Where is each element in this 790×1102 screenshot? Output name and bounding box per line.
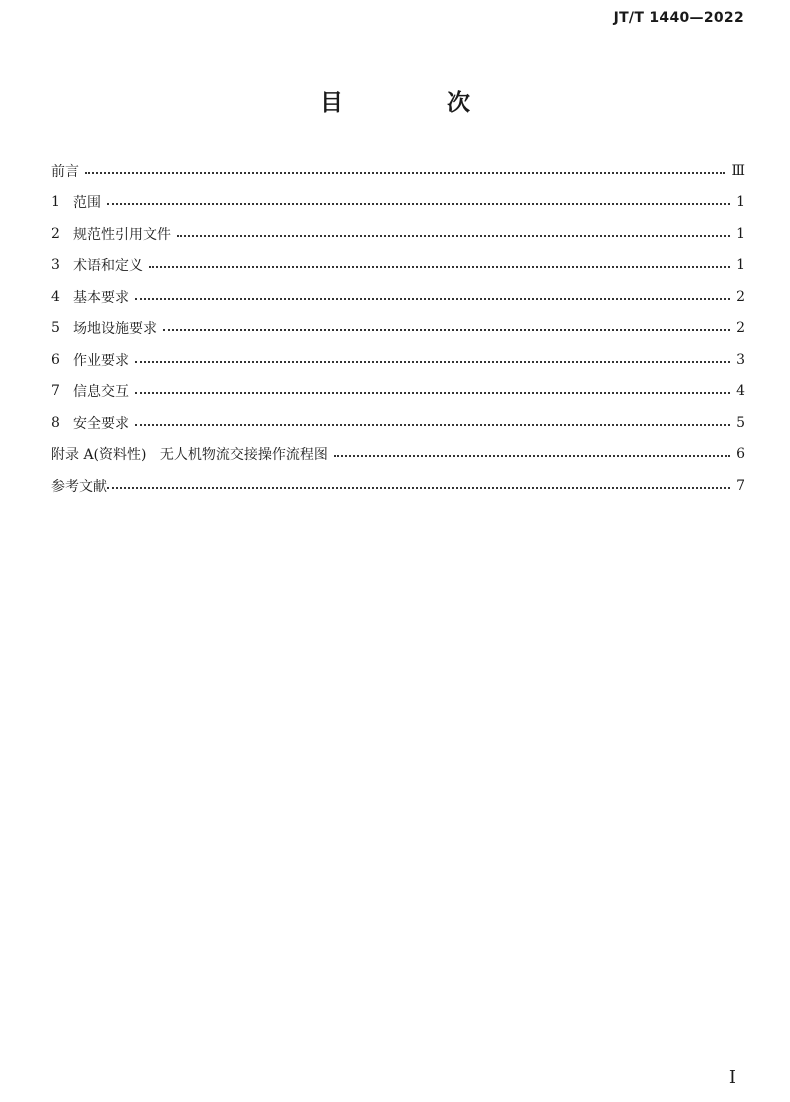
standard-code: JT/T 1440—2022: [613, 10, 744, 26]
toc-entry-label: 作业要求: [73, 352, 129, 369]
toc-entry-label: 范围: [73, 195, 101, 212]
toc-entry-label: 安全要求: [73, 415, 129, 432]
toc-entry-number: 7: [51, 383, 60, 400]
page-title: 目 次: [319, 90, 518, 116]
toc-leader-dots: [334, 455, 730, 457]
toc-entry-number: 1: [51, 194, 60, 211]
toc-entry-page: 7: [736, 477, 745, 494]
toc-entry-bibliography[interactable]: [51, 470, 745, 502]
toc-entry-page: 3: [736, 351, 745, 368]
toc-leader-dots: [177, 235, 730, 237]
toc-entry-number: 3: [51, 257, 60, 274]
toc-entry-terms[interactable]: [51, 250, 745, 282]
toc-entry-number: 5: [51, 320, 60, 337]
table-of-contents: [51, 155, 745, 502]
toc-leader-dots: [163, 329, 730, 331]
toc-entry-label: 术语和定义: [73, 258, 143, 275]
toc-entry-number: 8: [51, 414, 60, 431]
toc-leader-dots: [135, 392, 730, 394]
toc-entry-label: 基本要求: [73, 289, 129, 306]
toc-leader-dots: [135, 424, 730, 426]
toc-entry-number: 4: [51, 288, 60, 305]
toc-entry-scope[interactable]: [51, 187, 745, 219]
toc-leader-dots: [85, 172, 725, 174]
toc-entry-label: 场地设施要求: [73, 321, 157, 338]
toc-entry-operation[interactable]: [51, 344, 745, 376]
toc-entry-page: 5: [736, 414, 745, 431]
toc-entry-appendix-a[interactable]: [51, 439, 745, 471]
toc-entry-page: 6: [736, 446, 745, 463]
toc-leader-dots: [107, 203, 730, 205]
toc-entry-page: 1: [736, 257, 745, 274]
toc-entry-label: 前言: [51, 163, 79, 180]
toc-entry-label: 参考文献: [51, 478, 107, 495]
toc-leader-dots: [107, 487, 730, 489]
toc-entry-label: 信息交互: [73, 384, 129, 401]
toc-entry-page: Ⅲ: [731, 162, 745, 179]
toc-entry-normative-references[interactable]: [51, 218, 745, 250]
toc-entry-number: 2: [51, 225, 60, 242]
toc-entry-safety[interactable]: [51, 407, 745, 439]
toc-entry-page: 1: [736, 194, 745, 211]
toc-entry-foreword[interactable]: [51, 155, 745, 187]
toc-entry-site-facilities[interactable]: [51, 313, 745, 345]
toc-entry-page: 2: [736, 288, 745, 305]
page-number: I: [728, 1067, 736, 1088]
toc-leader-dots: [149, 266, 730, 268]
toc-entry-label: 规范性引用文件: [73, 226, 171, 243]
toc-entry-label: 附录 A(资料性) 无人机物流交接操作流程图: [51, 447, 328, 464]
toc-entry-number: 6: [51, 351, 60, 368]
toc-entry-page: 4: [736, 383, 745, 400]
toc-entry-page: 2: [736, 320, 745, 337]
toc-leader-dots: [135, 298, 730, 300]
toc-leader-dots: [135, 361, 730, 363]
toc-entry-basic-requirements[interactable]: [51, 281, 745, 313]
toc-entry-page: 1: [736, 225, 745, 242]
toc-entry-information-exchange[interactable]: [51, 376, 745, 408]
